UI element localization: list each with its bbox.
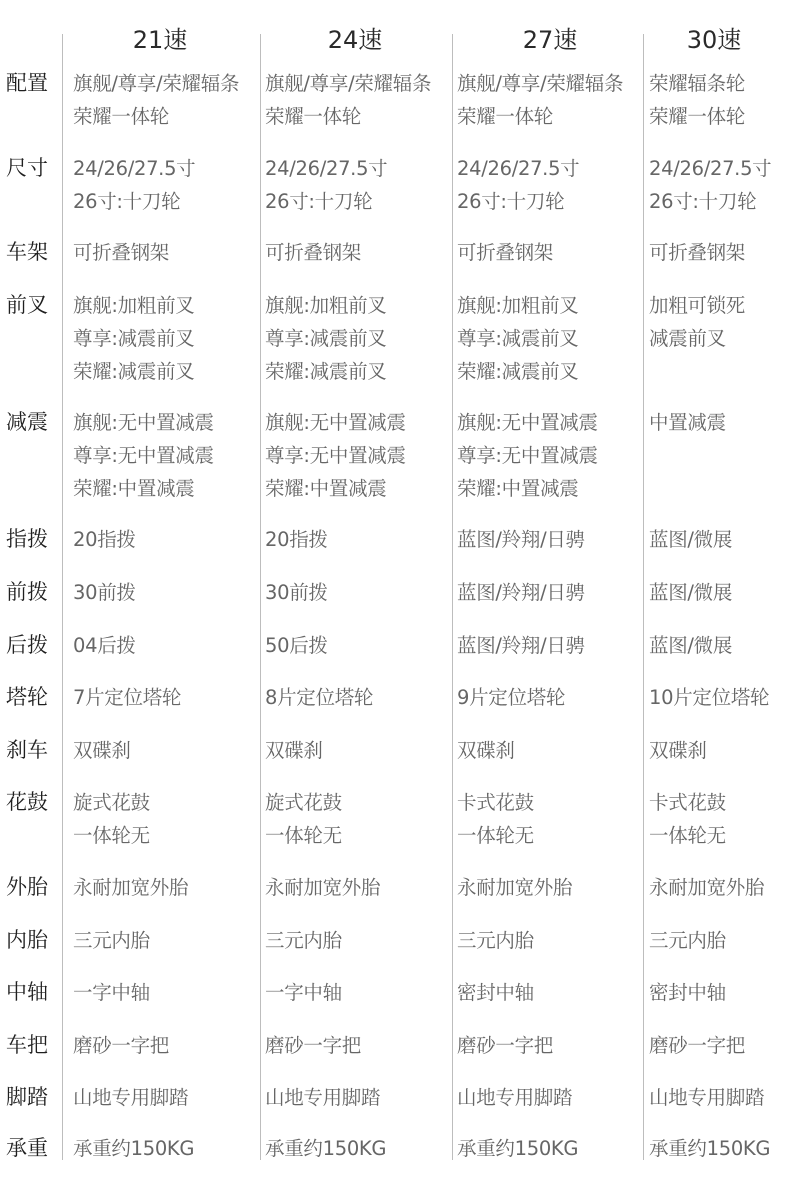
cell-line: 50后拨 [265, 634, 328, 657]
cell-line: 26寸:十刀轮 [457, 190, 565, 213]
row-label: 脚踏 [6, 1085, 48, 1109]
cell-line: 一体轮无 [649, 824, 726, 847]
cell-line: 密封中轴 [649, 981, 726, 1004]
table-cell [649, 976, 726, 1009]
cell-line: 旗舰:无中置减震 [73, 411, 214, 434]
table-cell [73, 871, 188, 904]
table-cell [265, 871, 380, 904]
cell-line: 9片定位塔轮 [457, 686, 566, 709]
cell-line: 24/26/27.5寸 [649, 157, 772, 180]
row-label: 内胎 [6, 928, 48, 952]
cell-line: 30前拨 [73, 581, 136, 604]
table-cell [457, 681, 565, 714]
cell-line: 永耐加宽外胎 [73, 876, 189, 899]
row-label: 前叉 [6, 293, 48, 317]
table-cell [265, 406, 406, 505]
cell-line: 10片定位塔轮 [649, 686, 770, 709]
table-cell [73, 734, 131, 767]
cell-line: 可折叠钢架 [265, 241, 362, 264]
table-cell [73, 1132, 194, 1165]
cell-line: 尊享:无中置减震 [265, 444, 406, 467]
cell-line: 20指拨 [265, 528, 328, 551]
cell-line: 荣耀:减震前叉 [73, 360, 195, 383]
cell-line: 旗舰:无中置减震 [265, 411, 406, 434]
table-cell [457, 152, 579, 218]
table-cell [73, 629, 136, 662]
cell-line: 荣耀一体轮 [265, 105, 362, 128]
table-cell [73, 576, 136, 609]
cell-line: 26寸:十刀轮 [649, 190, 757, 213]
table-cell [457, 406, 598, 505]
table-cell [457, 1029, 553, 1062]
cell-line: 减震前叉 [649, 327, 726, 350]
row-label: 后拨 [6, 633, 48, 657]
table-cell [457, 924, 534, 957]
row-label: 车把 [6, 1033, 48, 1057]
table-cell [649, 1029, 745, 1062]
cell-line: 山地专用脚踏 [73, 1086, 189, 1109]
cell-line: 尊享:无中置减震 [73, 444, 214, 467]
cell-line: 蓝图/微展 [649, 581, 733, 604]
table-cell [457, 523, 585, 556]
cell-line: 蓝图/羚翔/日骋 [457, 634, 585, 657]
cell-line: 旗舰:加粗前叉 [457, 294, 579, 317]
cell-line: 承重约150KG [457, 1137, 579, 1160]
column-divider [452, 34, 453, 1160]
cell-line: 24/26/27.5寸 [265, 157, 388, 180]
row-label: 尺寸 [6, 156, 48, 180]
table-cell [265, 576, 328, 609]
table-cell [265, 1029, 361, 1062]
cell-line: 26寸:十刀轮 [265, 190, 373, 213]
cell-line: 双碟刹 [73, 739, 131, 762]
table-cell [457, 576, 585, 609]
cell-line: 30前拨 [265, 581, 328, 604]
table-cell [265, 976, 342, 1009]
cell-line: 磨砂一字把 [457, 1034, 554, 1057]
cell-line: 旗舰/尊享/荣耀辐条 [265, 72, 432, 95]
cell-line: 旋式花鼓 [73, 791, 150, 814]
table-cell [649, 734, 707, 767]
table-cell [457, 1132, 578, 1165]
cell-line: 24/26/27.5寸 [457, 157, 580, 180]
cell-line: 三元内胎 [265, 929, 342, 952]
table-cell [649, 289, 745, 355]
table-cell [649, 236, 745, 269]
table-cell [649, 924, 726, 957]
column-header: 21速 [132, 26, 188, 54]
cell-line: 24/26/27.5寸 [73, 157, 196, 180]
table-cell [265, 236, 361, 269]
cell-line: 一字中轴 [265, 981, 342, 1004]
cell-line: 双碟刹 [265, 739, 323, 762]
table-cell [73, 406, 214, 505]
row-label: 车架 [6, 240, 48, 264]
cell-line: 三元内胎 [73, 929, 150, 952]
cell-line: 永耐加宽外胎 [649, 876, 765, 899]
column-divider [260, 34, 261, 1160]
cell-line: 加粗可锁死 [649, 294, 746, 317]
table-cell [265, 786, 342, 852]
cell-line: 山地专用脚踏 [457, 1086, 573, 1109]
row-label: 减震 [6, 410, 48, 434]
table-cell [73, 681, 181, 714]
cell-line: 荣耀:中置减震 [265, 477, 387, 500]
table-cell [265, 152, 387, 218]
column-header: 24速 [327, 26, 383, 54]
cell-line: 一体轮无 [73, 824, 150, 847]
table-cell [649, 786, 726, 852]
cell-line: 尊享:减震前叉 [457, 327, 579, 350]
cell-line: 荣耀一体轮 [649, 105, 746, 128]
table-cell [265, 523, 328, 556]
table-cell [73, 786, 150, 852]
cell-line: 密封中轴 [457, 981, 534, 1004]
cell-line: 尊享:无中置减震 [457, 444, 598, 467]
cell-line: 中置减震 [649, 411, 726, 434]
cell-line: 承重约150KG [265, 1137, 387, 1160]
table-cell [265, 67, 431, 133]
cell-line: 旗舰/尊享/荣耀辐条 [457, 72, 624, 95]
table-cell [649, 1081, 764, 1114]
cell-line: 旗舰/尊享/荣耀辐条 [73, 72, 240, 95]
table-cell [649, 523, 732, 556]
table-cell [73, 1029, 169, 1062]
table-cell [73, 1081, 188, 1114]
row-label: 塔轮 [6, 685, 48, 709]
cell-line: 双碟刹 [649, 739, 707, 762]
cell-line: 一字中轴 [73, 981, 150, 1004]
row-label: 前拨 [6, 580, 48, 604]
row-label: 刹车 [6, 738, 48, 762]
cell-line: 旗舰:加粗前叉 [73, 294, 195, 317]
table-cell [649, 871, 764, 904]
cell-line: 可折叠钢架 [649, 241, 746, 264]
cell-line: 可折叠钢架 [73, 241, 170, 264]
cell-line: 04后拨 [73, 634, 136, 657]
row-label: 中轴 [6, 980, 48, 1004]
table-cell [265, 629, 328, 662]
table-cell [649, 681, 769, 714]
table-cell [649, 67, 745, 133]
table-cell [73, 976, 150, 1009]
table-cell [457, 1081, 572, 1114]
column-header: 27速 [522, 26, 578, 54]
cell-line: 26寸:十刀轮 [73, 190, 181, 213]
row-label: 指拨 [6, 527, 48, 551]
cell-line: 永耐加宽外胎 [457, 876, 573, 899]
cell-line: 山地专用脚踏 [265, 1086, 381, 1109]
table-cell [265, 1081, 380, 1114]
column-header: 30速 [686, 26, 742, 54]
table-cell [265, 1132, 386, 1165]
table-cell [457, 289, 578, 388]
cell-line: 尊享:减震前叉 [73, 327, 195, 350]
cell-line: 旋式花鼓 [265, 791, 342, 814]
cell-line: 磨砂一字把 [265, 1034, 362, 1057]
column-divider [62, 34, 63, 1160]
cell-line: 承重约150KG [73, 1137, 195, 1160]
table-cell [649, 1132, 770, 1165]
table-cell [73, 236, 169, 269]
cell-line: 荣耀一体轮 [73, 105, 170, 128]
table-cell [649, 576, 732, 609]
cell-line: 蓝图/微展 [649, 528, 733, 551]
cell-line: 磨砂一字把 [649, 1034, 746, 1057]
cell-line: 荣耀:中置减震 [73, 477, 195, 500]
table-cell [457, 734, 515, 767]
table-cell [265, 681, 373, 714]
cell-line: 荣耀:减震前叉 [457, 360, 579, 383]
cell-line: 荣耀:中置减震 [457, 477, 579, 500]
cell-line: 荣耀辐条轮 [649, 72, 746, 95]
table-cell [73, 523, 136, 556]
table-cell [73, 289, 194, 388]
cell-line: 蓝图/羚翔/日骋 [457, 528, 585, 551]
table-cell [457, 629, 585, 662]
table-cell [457, 67, 623, 133]
table-cell [73, 924, 150, 957]
cell-line: 蓝图/微展 [649, 634, 733, 657]
table-cell [265, 289, 386, 388]
cell-line: 一体轮无 [457, 824, 534, 847]
cell-line: 三元内胎 [649, 929, 726, 952]
table-cell [265, 924, 342, 957]
table-cell [457, 786, 534, 852]
table-cell [457, 976, 534, 1009]
cell-line: 荣耀一体轮 [457, 105, 554, 128]
table-cell [265, 734, 323, 767]
cell-line: 卡式花鼓 [457, 791, 534, 814]
cell-line: 尊享:减震前叉 [265, 327, 387, 350]
cell-line: 山地专用脚踏 [649, 1086, 765, 1109]
cell-line: 旗舰:无中置减震 [457, 411, 598, 434]
cell-line: 永耐加宽外胎 [265, 876, 381, 899]
cell-line: 一体轮无 [265, 824, 342, 847]
table-cell [457, 871, 572, 904]
table-cell [73, 67, 239, 133]
row-label: 外胎 [6, 875, 48, 899]
cell-line: 蓝图/羚翔/日骋 [457, 581, 585, 604]
table-cell [457, 236, 553, 269]
row-label: 配置 [6, 71, 48, 95]
table-cell [73, 152, 195, 218]
cell-line: 7片定位塔轮 [73, 686, 182, 709]
cell-line: 荣耀:减震前叉 [265, 360, 387, 383]
table-cell [649, 629, 732, 662]
column-divider [643, 34, 644, 1160]
table-cell [649, 152, 771, 218]
row-label: 花鼓 [6, 790, 48, 814]
cell-line: 可折叠钢架 [457, 241, 554, 264]
cell-line: 双碟刹 [457, 739, 515, 762]
cell-line: 三元内胎 [457, 929, 534, 952]
table-cell [649, 406, 726, 439]
cell-line: 旗舰:加粗前叉 [265, 294, 387, 317]
cell-line: 卡式花鼓 [649, 791, 726, 814]
cell-line: 磨砂一字把 [73, 1034, 170, 1057]
cell-line: 20指拨 [73, 528, 136, 551]
cell-line: 承重约150KG [649, 1137, 771, 1160]
cell-line: 8片定位塔轮 [265, 686, 374, 709]
row-label: 承重 [6, 1136, 48, 1160]
